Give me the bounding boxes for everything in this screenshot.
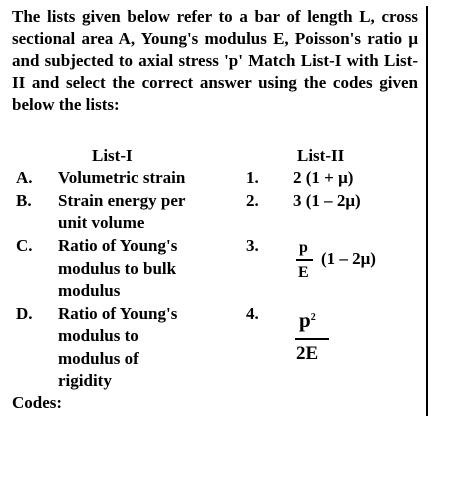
list2-label-2: 2. bbox=[246, 191, 259, 210]
list1-header: List-I bbox=[92, 146, 133, 165]
list1-item-d-line3: modulus of bbox=[58, 349, 139, 368]
list2-item-4-denominator: 2E bbox=[296, 343, 319, 364]
list2-header: List-II bbox=[297, 146, 345, 165]
list1-item-d-line4: rigidity bbox=[58, 371, 112, 390]
list1-label-d: D. bbox=[16, 304, 33, 323]
codes-label: Codes: bbox=[12, 393, 63, 412]
list2-item-3-numerator: p bbox=[299, 239, 308, 256]
list2-item-4-fraction-bar bbox=[295, 338, 329, 340]
list1-item-a-line1: Volumetric strain bbox=[58, 168, 186, 187]
list2-label-3: 3. bbox=[246, 236, 259, 255]
vertical-rule bbox=[426, 6, 428, 416]
list2-item-3-denominator: E bbox=[298, 264, 309, 281]
list1-item-b-line2: unit volume bbox=[58, 213, 145, 232]
list2-item-1: 2 (1 + μ) bbox=[293, 168, 354, 187]
list1-item-c-line1: Ratio of Young's bbox=[58, 236, 178, 255]
question-text: The lists given below refer to a bar of length L, cross sectional area A, Young's modulus E, Poisson's ratio μ and subjected to axial stress 'p' Match List-I with List-II and select the correct answer using the codes given below the lists: bbox=[12, 7, 418, 114]
list2-item-4-exponent: 2 bbox=[310, 312, 316, 323]
list1-label-c: C. bbox=[16, 236, 33, 255]
list1-item-c-line3: modulus bbox=[58, 281, 121, 300]
list2-item-4-numerator: p bbox=[299, 308, 311, 332]
list1-item-d-line2: modulus to bbox=[58, 326, 139, 345]
list2-item-3-suffix: (1 – 2μ) bbox=[321, 249, 376, 268]
list1-item-c-line2: modulus to bulk bbox=[58, 259, 177, 278]
list1-item-b-line1: Strain energy per bbox=[58, 191, 186, 210]
list2-label-1: 1. bbox=[246, 168, 259, 187]
list2-label-4: 4. bbox=[246, 304, 259, 323]
list1-item-d-line1: Ratio of Young's bbox=[58, 304, 178, 323]
list2-item-3-fraction-bar bbox=[296, 259, 313, 261]
list2-item-2: 3 (1 – 2μ) bbox=[293, 191, 361, 210]
list2-item-4-numerator-wrap bbox=[299, 307, 316, 333]
list1-label-b: B. bbox=[16, 191, 32, 210]
list1-label-a: A. bbox=[16, 168, 33, 187]
